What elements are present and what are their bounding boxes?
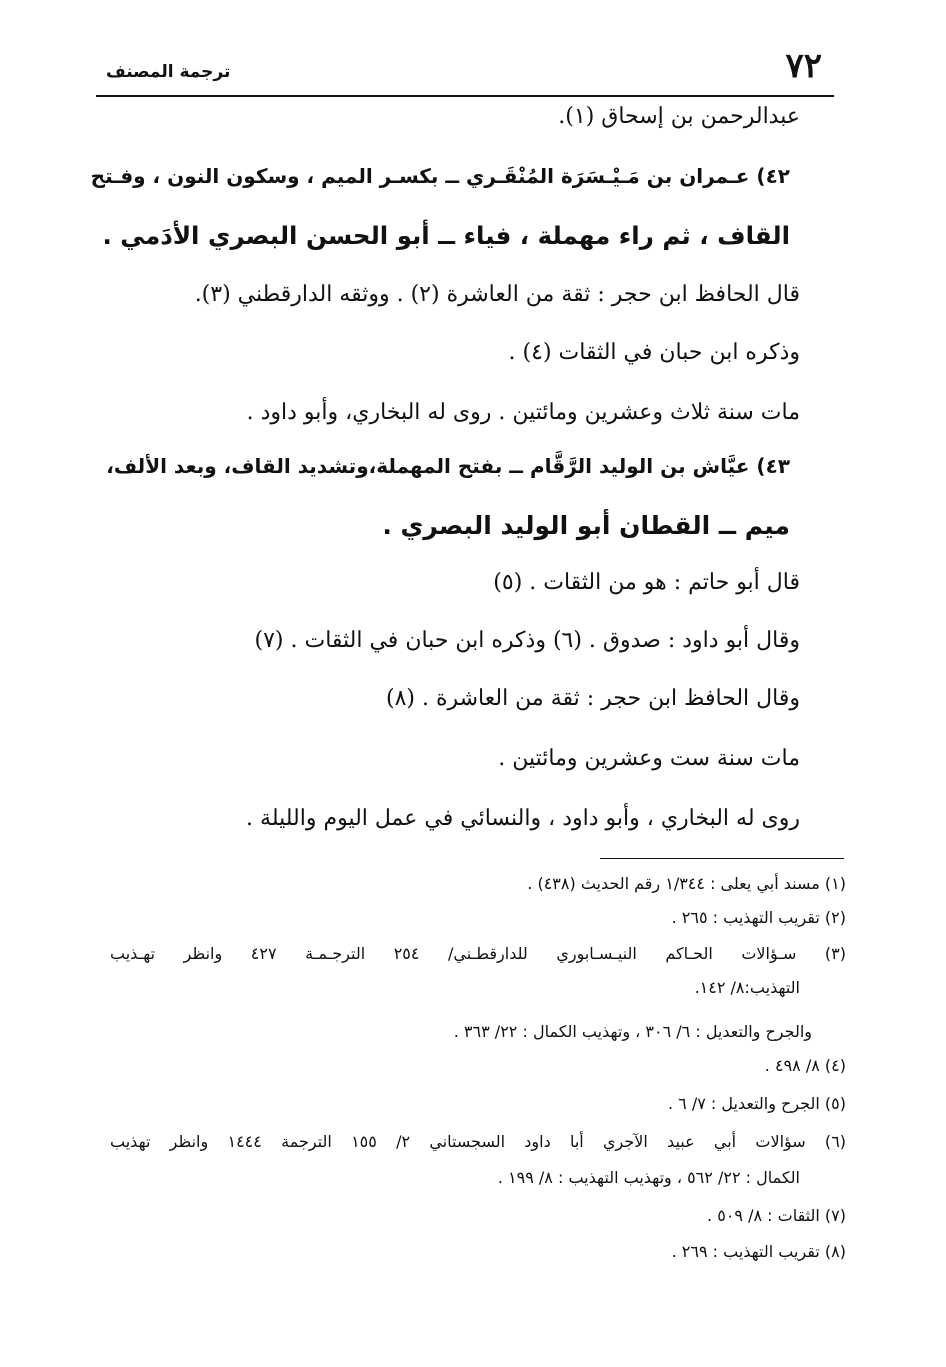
footnote-2: (٢) تقريب التهذيب : ٢٦٥ . bbox=[671, 908, 846, 927]
text-line: مات سنة ست وعشرين ومائتين . bbox=[498, 746, 800, 771]
text-line: مات سنة ثلاث وعشرين ومائتين . روى له البخاري، وأبو داود . bbox=[246, 400, 800, 425]
entry-42-heading: ٤٢) عـمران بن مَـيْـسَرَة المُنْقَـري ــ بكسـر الميم ، وسكون النون ، وفـتح bbox=[90, 164, 790, 188]
text-line: وذكره ابن حبان في الثقات (٤) . bbox=[508, 340, 800, 365]
footnote-1: (١) مسند أبي يعلى : ١/٣٤٤ رقم الحديث (٤٣٨) . bbox=[527, 874, 846, 893]
footnote-separator bbox=[600, 858, 844, 859]
entry-43-heading-cont: ميم ــ القطان أبو الوليد البصري . bbox=[382, 511, 790, 540]
footnote-3-cont: التهذيب:٨/ ١٤٢. bbox=[694, 978, 800, 997]
page-header bbox=[96, 42, 834, 94]
header-rule bbox=[96, 95, 834, 97]
page-number: ٧٢ bbox=[785, 46, 822, 86]
text-line: وقال الحافظ ابن حجر : ثقة من العاشرة . (٨) bbox=[385, 686, 800, 711]
footnote-3-extra: والجرح والتعديل : ٦/ ٣٠٦ ، وتهذيب الكمال : ٢٢/ ٣٦٣ . bbox=[453, 1022, 812, 1041]
text-line: روى له البخاري ، وأبو داود ، والنسائي في عمل اليوم والليلة . bbox=[246, 806, 800, 831]
footnote-5: (٥) الجرح والتعديل : ٧/ ٦ . bbox=[667, 1094, 846, 1113]
footnote-4: (٤) ٨/ ٤٩٨ . bbox=[764, 1056, 846, 1075]
footnote-6-cont: الكمال : ٢٢/ ٥٦٢ ، وتهذيب التهذيب : ٨/ ١٩٩ . bbox=[497, 1168, 800, 1187]
footnote-6: (٦) سؤالات أبي عبيد الآجري أبا داود السجستاني ٢/ ١٥٥ الترجمة ١٤٤٤ وانظر تهذيب bbox=[110, 1132, 847, 1151]
footnote-8: (٨) تقريب التهذيب : ٢٦٩ . bbox=[671, 1242, 846, 1261]
running-title: ترجمة المصنف bbox=[106, 62, 231, 82]
text-line: قال أبو حاتم : هو من الثقات . (٥) bbox=[493, 570, 800, 595]
footnote-3: (٣) سـؤالات الحـاكم النيـسـابوري للدارقطـني/ ٢٥٤ الترجـمـة ٤٢٧ وانظر تهـذيب bbox=[110, 944, 846, 963]
text-line: عبدالرحمن بن إسحاق (١). bbox=[558, 104, 800, 129]
footnote-7: (٧) الثقات : ٨/ ٥٠٩ . bbox=[707, 1206, 846, 1225]
text-line: وقال أبو داود : صدوق . (٦) وذكره ابن حبان في الثقات . (٧) bbox=[254, 628, 800, 653]
entry-42-heading-cont: القاف ، ثم راء مهملة ، فياء ــ أبو الحسن البصري الأدَمي . bbox=[102, 221, 790, 250]
entry-43-heading: ٤٣) عيَّاش بن الوليد الرَّقَّام ــ بفتح المهملة،وتشديد القاف، وبعد الألف، bbox=[106, 454, 790, 478]
text-line: قال الحافظ ابن حجر : ثقة من العاشرة (٢) . ووثقه الدارقطني (٣). bbox=[194, 282, 800, 307]
